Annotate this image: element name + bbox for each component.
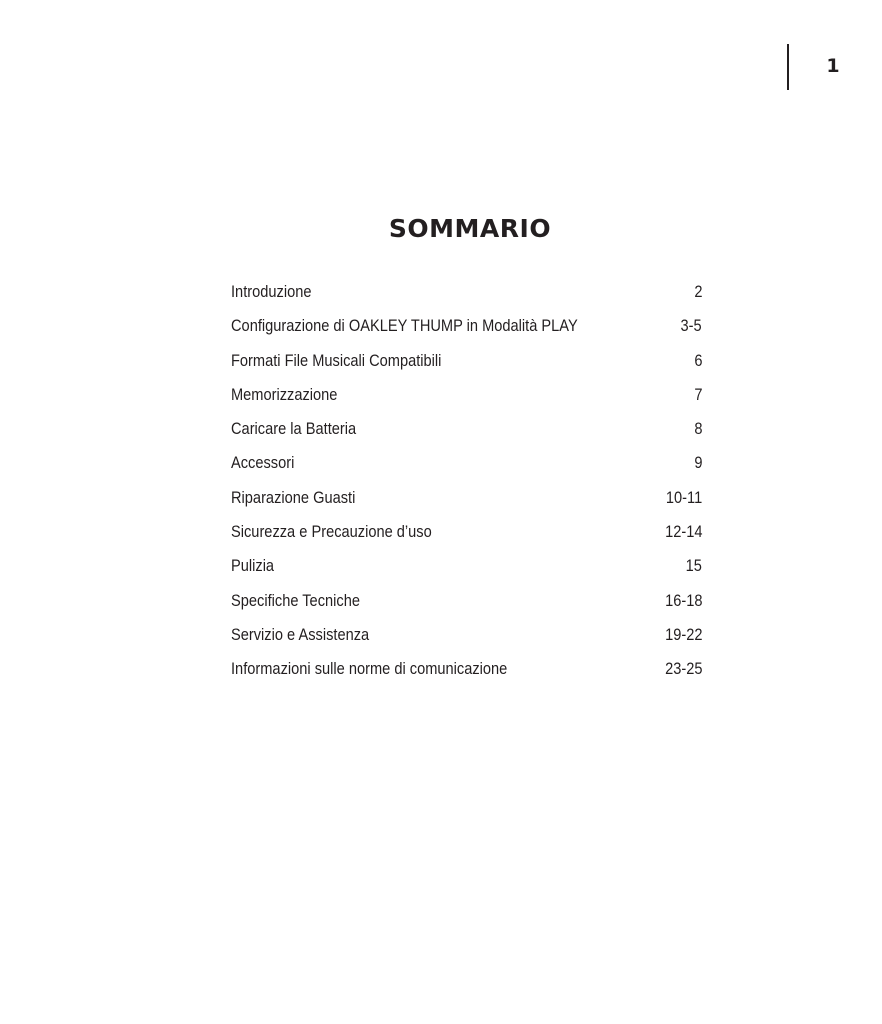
toc-entry-sicurezza bbox=[231, 518, 702, 552]
toc-entry-informazioni bbox=[231, 655, 702, 689]
toc-entry-label: Configurazione di OAKLEY THUMP in Modalità PLAY bbox=[231, 316, 578, 336]
toc-entry-label: Specifiche Tecniche bbox=[231, 590, 360, 610]
toc-entry-label: Riparazione Guasti bbox=[231, 487, 356, 507]
toc-entry-formati bbox=[231, 347, 702, 381]
toc-entry-pages: 9 bbox=[693, 453, 702, 473]
toc-entry-label: Sicurezza e Precauzione d’uso bbox=[231, 522, 432, 542]
toc-entry-pages: 15 bbox=[685, 556, 702, 576]
table-of-contents bbox=[231, 278, 702, 690]
toc-entry-pages: 19-22 bbox=[664, 624, 702, 644]
toc-entry-label: Memorizzazione bbox=[231, 384, 338, 404]
toc-entry-pages: 16-18 bbox=[664, 590, 702, 610]
toc-entry-label: Informazioni sulle norme di comunicazione bbox=[231, 659, 508, 679]
toc-entry-batteria bbox=[231, 415, 702, 449]
toc-entry-label: Servizio e Assistenza bbox=[231, 624, 370, 644]
page-title: SOMMARIO bbox=[388, 214, 552, 243]
toc-entry-pages: 8 bbox=[693, 419, 702, 439]
toc-entry-accessori bbox=[231, 449, 702, 483]
toc-entry-pages: 6 bbox=[693, 350, 702, 370]
toc-entry-label: Formati File Musicali Compatibili bbox=[231, 350, 442, 370]
toc-entry-pages: 2 bbox=[693, 282, 702, 301]
header-rule bbox=[787, 44, 789, 90]
toc-entry-pulizia bbox=[231, 552, 702, 586]
toc-entry-introduzione bbox=[231, 278, 702, 312]
page-number: 1 bbox=[826, 55, 840, 77]
toc-entry-pages: 3-5 bbox=[680, 316, 702, 336]
toc-entry-pages: 10-11 bbox=[665, 487, 702, 507]
toc-entry-label: Caricare la Batteria bbox=[231, 419, 357, 439]
toc-entry-pages: 23-25 bbox=[664, 659, 702, 679]
toc-entry-pages: 7 bbox=[693, 384, 702, 404]
toc-entry-memorizzazione bbox=[231, 381, 702, 415]
toc-entry-label: Accessori bbox=[231, 453, 295, 473]
toc-entry-label: Introduzione bbox=[231, 282, 312, 301]
toc-entry-servizio bbox=[231, 621, 702, 655]
toc-entry-riparazione bbox=[231, 484, 702, 518]
toc-entry-configurazione bbox=[231, 312, 702, 346]
toc-entry-label: Pulizia bbox=[231, 556, 275, 576]
toc-entry-specifiche bbox=[231, 587, 702, 621]
toc-entry-pages: 12-14 bbox=[664, 522, 702, 542]
